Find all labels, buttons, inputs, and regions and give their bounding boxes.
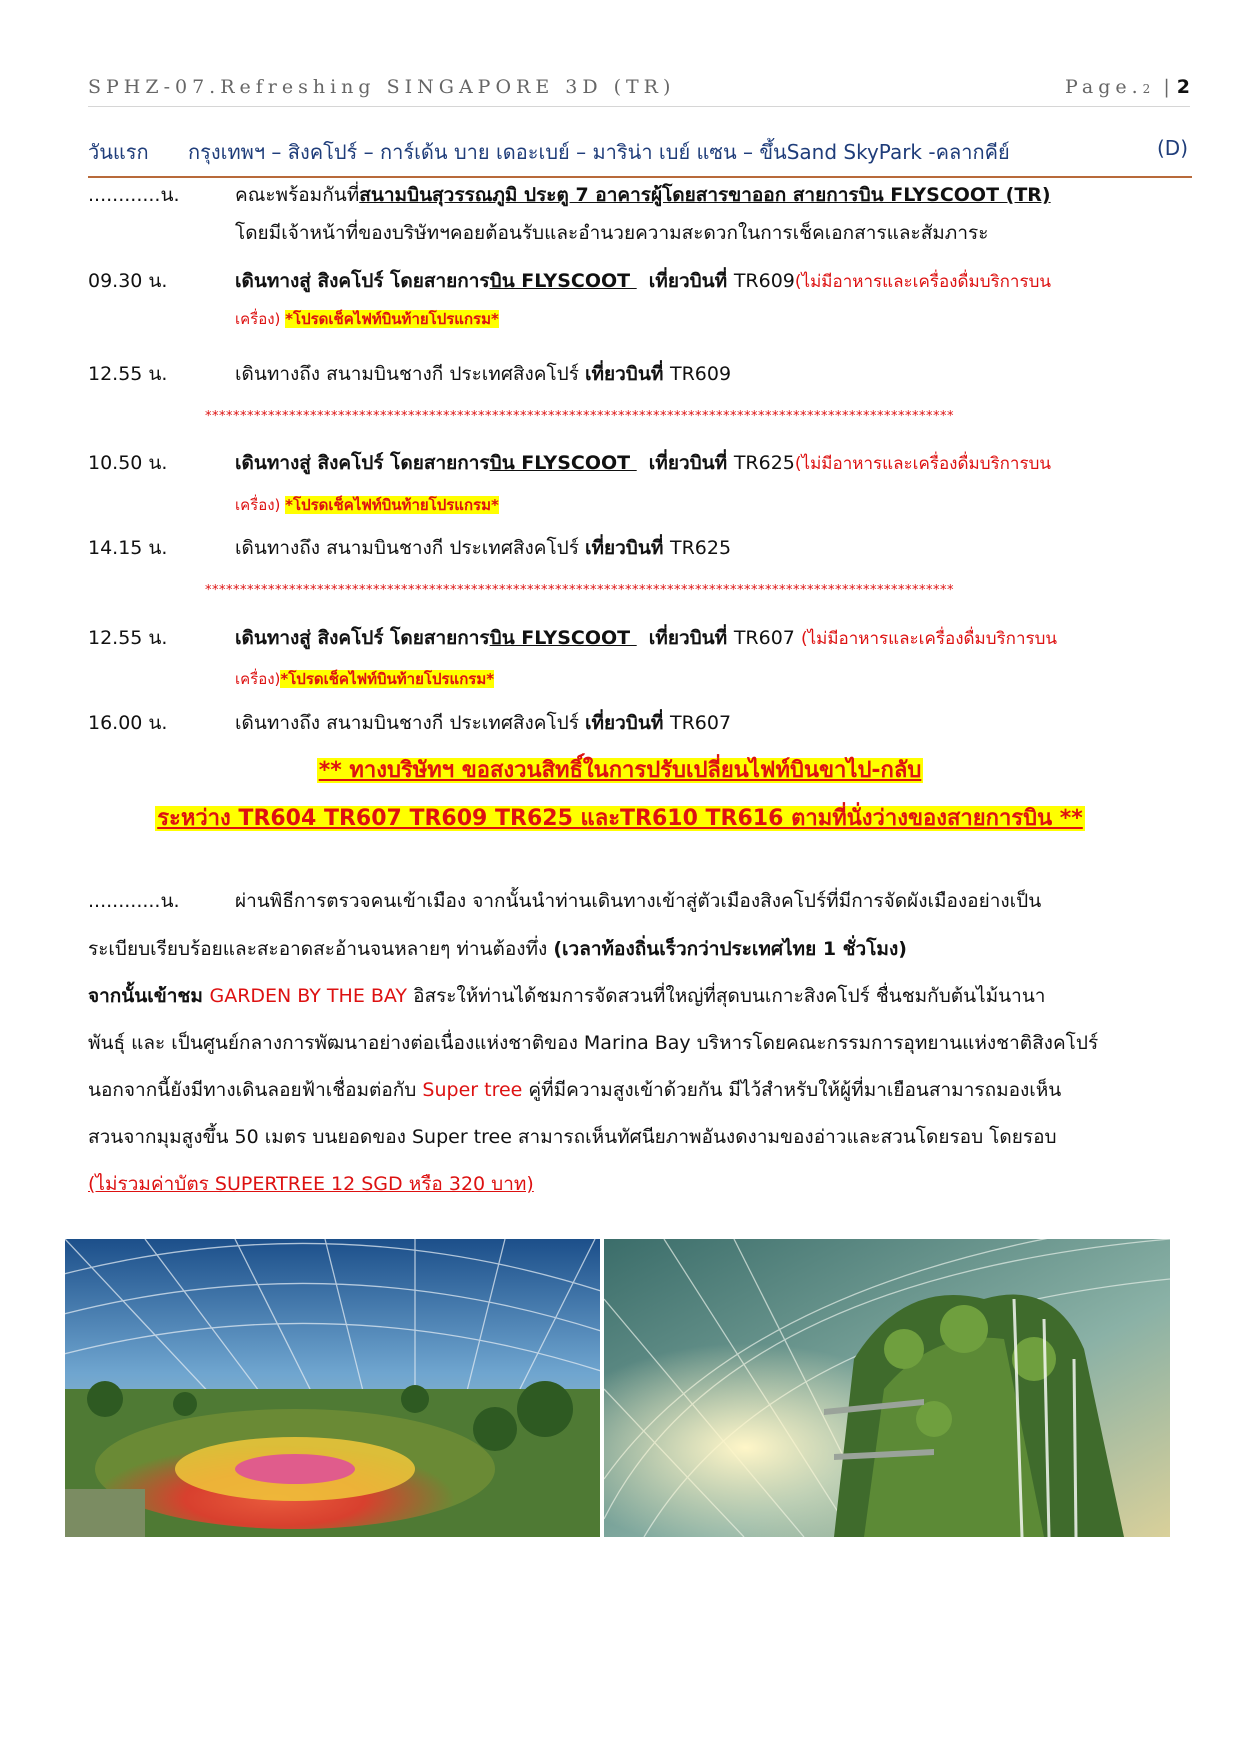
flight-check-note: *โปรดเช็คไฟท์บินท้ายโปรแกรม* (285, 310, 499, 328)
row-text: คณะพร้อมกันที่สนามบินสุวรรณภูมิ ประตู 7 อาคารผู้โดยสารขาออก สายการบิน FLYSCOOT (TR) (235, 184, 1051, 206)
time-label: 09.30 น. (88, 270, 168, 292)
super-tree-label: Super tree (422, 1079, 523, 1101)
row-continuation: โดยมีเจ้าหน้าที่ของบริษัทฯคอยต้อนรับและอำนวยความสะดวกในการเช็คเอกสารและสัมภาระ (235, 222, 989, 244)
row-text: ผ่านพิธีการตรวจคนเข้าเมือง จากนั้นนำท่านเดินทางเข้าสู่ตัวเมืองสิงคโปร์ที่มีการจัดผังเมืองอย่างเป็น (235, 890, 1042, 912)
flight-check-note: *โปรดเช็คไฟท์บินท้ายโปรแกรม* (280, 670, 495, 688)
day-route: กรุงเทพฯ – สิงคโปร์ – การ์เด้น บาย เดอะเบย์ – มาริน่า เบย์ แซน – ขึ้นSand SkyPark -คลากคีย์ (188, 140, 1010, 164)
time-label: 10.50 น. (88, 452, 168, 474)
row-text: เดินทางสู่ สิงคโปร์ โดยสายการบิน FLYSCOOT เที่ยวบินที่ TR609(ไม่มีอาหารและเครื่องดื่มบริการบน (235, 270, 1052, 292)
page-number: Page.2 | 2 (1064, 76, 1190, 98)
photo-strip (65, 1239, 1170, 1537)
time-label: 12.55 น. (88, 363, 168, 385)
paragraph-line: นอกจากนี้ยังมีทางเดินลอยฟ้าเชื่อมต่อกับ Super tree คู่ที่มีความสูงเข้าด้วยกัน มีไว้สำหรับให้ผู้ที่มาเยือนสามารถมองเห็น (88, 1079, 1062, 1101)
time-label: 14.15 น. (88, 537, 168, 559)
row-continuation: เครื่อง) *โปรดเช็คไฟท์บินท้ายโปรแกรม* (235, 310, 499, 328)
row-continuation: เครื่อง)*โปรดเช็คไฟท์บินท้ายโปรแกรม* (235, 670, 495, 688)
flight-check-note: *โปรดเช็คไฟท์บินท้ายโปรแกรม* (285, 496, 499, 514)
heading-divider (88, 176, 1192, 178)
time-label: 16.00 น. (88, 712, 168, 734)
paragraph-line: จากนั้นเข้าชม GARDEN BY THE BAY อิสระให้ท่านได้ชมการจัดสวนที่ใหญ่ที่สุดบนเกาะสิงคโปร์ ชื่นชมกับต้นไม้นานา (88, 985, 1046, 1007)
row-text: เดินทางสู่ สิงคโปร์ โดยสายการบิน FLYSCOOT เที่ยวบินที่ TR607 (ไม่มีอาหารและเครื่องดื่มบริการบน (235, 627, 1058, 649)
paragraph-line: พันธุ์ และ เป็นศูนย์กลางการพัฒนาอย่างต่อเนื่องแห่งชาติของ Marina Bay บริหารโดยคณะกรรมการอุทยานแห่งชาติสิงคโปร์ (88, 1032, 1099, 1054)
time-label: 12.55 น. (88, 627, 168, 649)
row-continuation: เครื่อง) *โปรดเช็คไฟท์บินท้ายโปรแกรม* (235, 496, 499, 514)
supertree-fee-note: (ไม่รวมค่าบัตร SUPERTREE 12 SGD หรือ 320 บาท) (88, 1173, 534, 1195)
flight-change-notice-line2: ระหว่าง TR604 TR607 TR609 TR625 และTR610 TR616 ตามที่นั่งว่างของสายการบิน ** (157, 806, 1083, 831)
row-text: เดินทางถึง สนามบินชางกี ประเทศสิงคโปร์ เที่ยวบินที่ TR625 (235, 537, 732, 559)
paragraph-line: ระเบียบเรียบร้อยและสะอาดสะอ้านจนหลายๆ ท่านต้องทึ่ง (เวลาท้องถิ่นเร็วกว่าประเทศไทย 1 ชั่วโมง) (88, 938, 907, 960)
flower-dome-photo (65, 1239, 600, 1537)
page-header (88, 74, 1190, 107)
cloud-forest-photo (604, 1239, 1170, 1537)
flight-change-notice-line1: ** ทางบริษัทฯ ขอสงวนสิทธิ์ในการปรับเปลี่ยนไฟท์บินขาไป-กลับ (318, 758, 922, 783)
row-text: เดินทางถึง สนามบินชางกี ประเทศสิงคโปร์ เที่ยวบินที่ TR609 (235, 363, 732, 385)
row-text: เดินทางสู่ สิงคโปร์ โดยสายการบิน FLYSCOOT เที่ยวบินที่ TR625(ไม่มีอาหารและเครื่องดื่มบริการบน (235, 452, 1052, 474)
time-label: ............น. (88, 890, 180, 912)
row-text: เดินทางถึง สนามบินชางกี ประเทศสิงคโปร์ เที่ยวบินที่ TR607 (235, 712, 732, 734)
day-label: วันแรก (88, 140, 149, 164)
separator-stars: *********************************************************************************************************** (205, 409, 954, 424)
separator-stars: *********************************************************************************************************** (205, 583, 954, 598)
time-label: ............น. (88, 184, 180, 206)
garden-by-the-bay-label: GARDEN BY THE BAY (209, 985, 408, 1007)
paragraph-line: สวนจากมุมสูงขึ้น 50 เมตร บนยอดของ Super tree สามารถเห็นทัศนียภาพอันงดงามของอ่าวและสวนโดยรอบ โดยรอบ (88, 1126, 1057, 1148)
document-code: SPHZ-07.Refreshing SINGAPORE 3D (TR) (88, 76, 676, 98)
meal-code: (D) (1156, 136, 1188, 160)
